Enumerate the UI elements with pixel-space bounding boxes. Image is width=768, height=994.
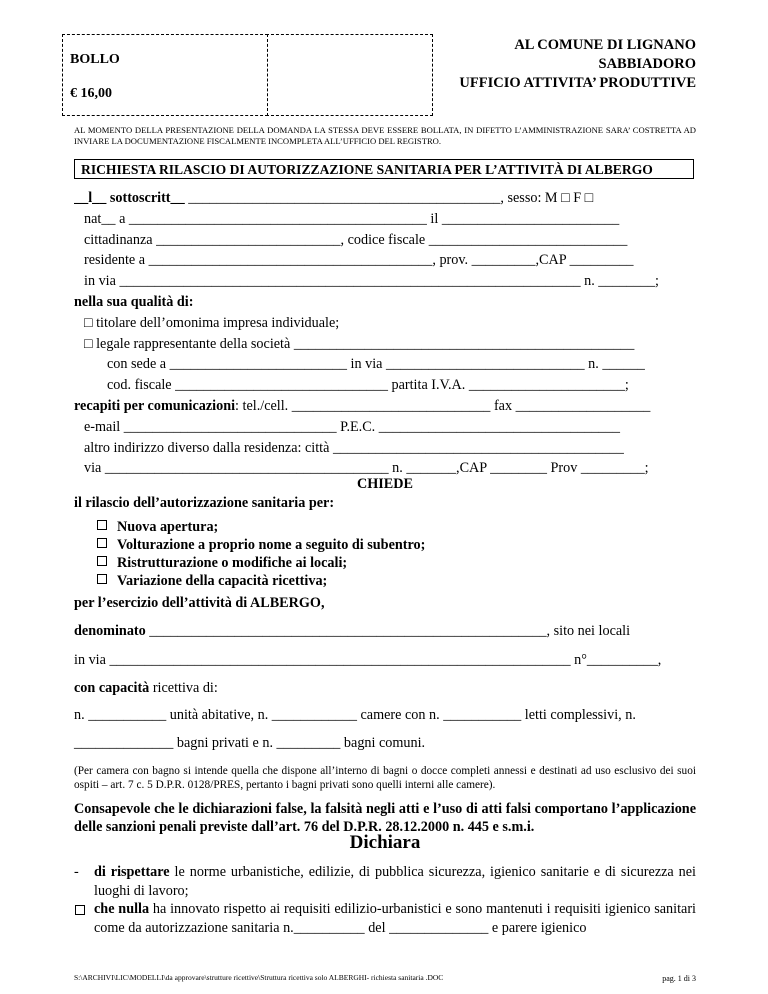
dash-bullet: - bbox=[74, 864, 79, 880]
form-line-company-seat[interactable]: con sede a _________________________ in via ____________________________ n. ______ bbox=[107, 356, 645, 373]
declarations bbox=[74, 863, 696, 937]
declaration-text: le norme urbanistiche, edilizie, di pubblica sicurezza, igienico sanitarie e di sicurezza nei luoghi di lavoro; bbox=[94, 864, 696, 899]
form-line-bathrooms[interactable]: ______________ bagni privati e n. _________ bagni comuni. bbox=[74, 735, 426, 751]
form-line-company-tax[interactable]: cod. fiscale ______________________________ partita I.V.A. ______________________; bbox=[107, 377, 629, 394]
capacity-heading bbox=[74, 680, 218, 697]
checkbox-icon[interactable] bbox=[97, 538, 107, 548]
contacts-label: recapiti per comunicazioni bbox=[74, 397, 236, 414]
document-title: RICHIESTA RILASCIO DI AUTORIZZAZIONE SANITARIA PER L’ATTIVITÀ DI ALBERGO bbox=[74, 159, 694, 179]
chiede-subheading: il rilascio dell’autorizzazione sanitaria per: bbox=[74, 495, 335, 511]
checkbox-icon[interactable] bbox=[97, 556, 107, 566]
form-line-units[interactable]: n. ___________ unità abitative, n. ____________ camere con n. ___________ letti complessivi, n. bbox=[74, 707, 636, 723]
activity-heading: per l’esercizio dell’attività di ALBERGO, bbox=[74, 595, 325, 611]
form-line-residence[interactable]: residente a ________________________________________, prov. _________,CAP _________ bbox=[84, 252, 634, 269]
bollo-box bbox=[62, 34, 268, 116]
form-line-email[interactable]: e-mail ______________________________ P.E.C. __________________________________ bbox=[84, 418, 620, 435]
option-capacity-change[interactable] bbox=[97, 572, 425, 590]
form-line-alt-address[interactable]: altro indirizzo diverso dalla residenza: città _________________________________________ bbox=[84, 439, 624, 456]
option-new-opening[interactable] bbox=[97, 518, 425, 536]
option-sole-owner[interactable]: □ titolare dell’omonima impresa individuale; bbox=[84, 314, 340, 331]
contacts-fields: : tel./cell. ____________________________ fax ___________________ bbox=[235, 397, 651, 414]
option-legal-rep[interactable]: □ legale rappresentante della società ________________________________________________ bbox=[84, 335, 635, 352]
option-label: Ristrutturazione o modifiche ai locali; bbox=[117, 555, 348, 571]
applicant-form bbox=[74, 188, 696, 479]
legal-warning: Consapevole che le dichiarazioni false, la falsità negli atti e l’uso di atti falsi comportano l’applicazione delle sanzioni penali previste dall’art. 76 del D.P.R. 28.12.2000 n. 445 e s.m.i. bbox=[74, 801, 696, 835]
addressee-line: AL COMUNE DI LIGNANO bbox=[514, 37, 696, 53]
addressee-line: SABBIADORO bbox=[598, 56, 696, 72]
undersigned-label: __l__ sottoscritt__ bbox=[74, 190, 185, 206]
declaration-text: ha innovato rispetto ai requisiti edilizio-urbanistici e sono mantenuti i requisiti igienico sanitari come da autorizzazione sanitaria n.__________ del ______________ e parere igienico bbox=[94, 901, 696, 936]
form-line-citizenship[interactable]: cittadinanza __________________________, codice fiscale ____________________________ bbox=[84, 231, 628, 248]
bollo-value: € 16,00 bbox=[70, 86, 112, 101]
denomination-field: ________________________________________________________, sito nei locali bbox=[145, 623, 631, 639]
dichiara-heading: Dichiara bbox=[349, 832, 421, 853]
form-line-denomination[interactable] bbox=[74, 623, 630, 640]
page-number: pag. 1 di 3 bbox=[662, 974, 696, 983]
chiede-heading: CHIEDE bbox=[357, 476, 413, 492]
declaration-item-checkbox[interactable] bbox=[74, 900, 696, 937]
checkbox-icon[interactable] bbox=[75, 905, 85, 915]
addressee bbox=[366, 36, 696, 93]
bathroom-note: (Per camera con bagno si intende quella che dispone all’interno di bagni o docce completi annessi e destinati ad uso esclusivo dei suoi ospiti – art. 7 c. 5 D.P.R. 0128/PRES, pertanto i bagni privati sono quelli interni alle camere). bbox=[74, 765, 696, 791]
option-transfer[interactable] bbox=[97, 536, 425, 554]
stamp-note: AL MOMENTO DELLA PRESENTAZIONE DELLA DOMANDA LA STESSA DEVE ESSERE BOLLATA, IN DIFETTO L’AMMINISTRAZIONE SARA’ COSTRETTA AD INVIARE LA DOCUMENTAZIONE FISCALMENTE INCOMPLETA ALL’UFFICIO DEL REGISTRO. bbox=[74, 125, 696, 146]
form-line-birth[interactable]: nat__ a __________________________________________ il _________________________ bbox=[84, 210, 620, 227]
option-label: Nuova apertura; bbox=[117, 519, 219, 535]
checkbox-icon[interactable] bbox=[97, 574, 107, 584]
capacity-label: con capacità bbox=[74, 680, 150, 696]
form-line-alt-street[interactable]: via ________________________________________ n. _______,CAP ________ Prov _________; bbox=[84, 460, 649, 477]
name-sex-fields: ____________________________________________, sesso: M □ F □ bbox=[184, 190, 594, 206]
request-options bbox=[97, 518, 425, 590]
form-line-name[interactable] bbox=[74, 188, 696, 209]
option-label: Volturazione a proprio nome a seguito di subentro; bbox=[117, 537, 426, 553]
denomination-label: denominato bbox=[74, 623, 146, 639]
declaration-item bbox=[74, 863, 696, 900]
quality-heading: nella sua qualità di: bbox=[74, 293, 194, 310]
option-label: Variazione della capacità ricettiva; bbox=[117, 573, 328, 589]
footer-file-path: S:\ARCHIVI\LIC\MODELLI\da approvare\strutture ricettive\Struttura ricettiva solo ALBERGHI- richiesta sanitaria .DOC bbox=[74, 973, 444, 982]
capacity-label-rest: ricettiva di: bbox=[149, 680, 218, 696]
bollo-label: BOLLO bbox=[70, 52, 120, 67]
option-renovation[interactable] bbox=[97, 554, 425, 572]
addressee-line: UFFICIO ATTIVITA’ PRODUTTIVE bbox=[459, 75, 696, 91]
declaration-bold: che nulla bbox=[94, 901, 150, 917]
form-line-premises-street[interactable]: in via _________________________________________________________________ n°__________, bbox=[74, 652, 662, 668]
form-line-street[interactable]: in via _________________________________________________________________ n. ________; bbox=[84, 273, 659, 290]
form-line-contacts[interactable] bbox=[74, 396, 696, 417]
checkbox-icon[interactable] bbox=[97, 520, 107, 530]
declaration-bold: di rispettare bbox=[94, 864, 170, 880]
